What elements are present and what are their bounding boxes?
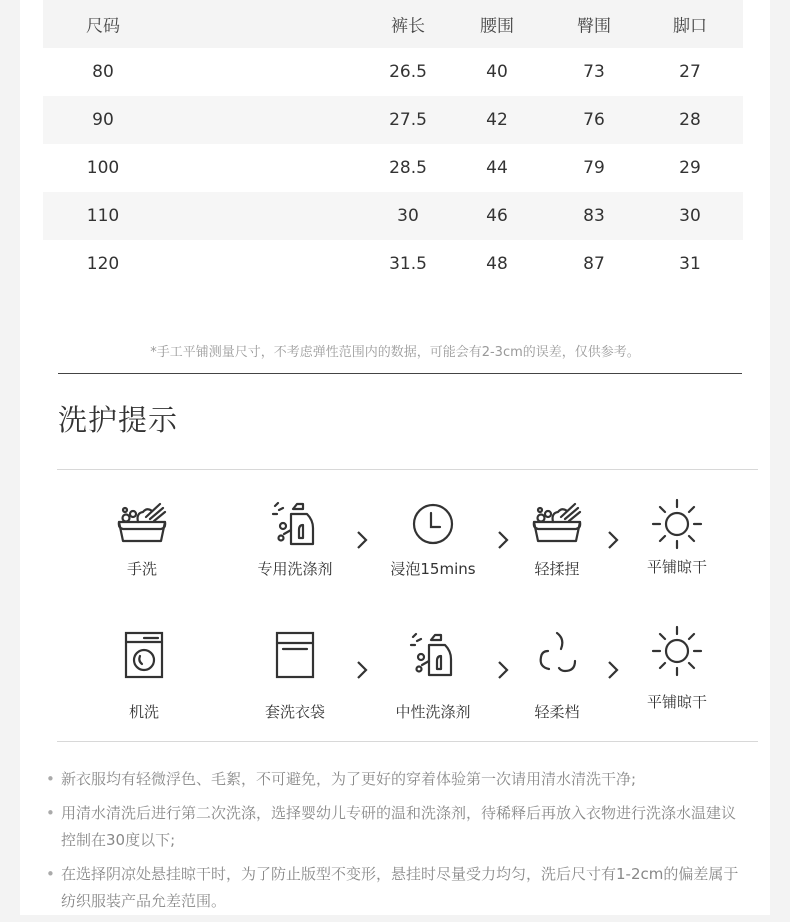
- cell-length: 26.5: [389, 62, 427, 82]
- size-table-header: [43, 0, 743, 48]
- table-row: [43, 240, 743, 288]
- table-row: [43, 48, 743, 96]
- cell-length: 30: [397, 206, 419, 226]
- care-label: 平铺晾干: [646, 558, 707, 576]
- hand-wash-icon: [531, 500, 583, 548]
- care-label: 机洗: [128, 703, 159, 721]
- bullet-icon: •: [46, 770, 55, 788]
- care-label: 套洗衣袋: [264, 703, 325, 721]
- cell-hip: 87: [583, 254, 605, 274]
- detergent-bottle-icon: [407, 631, 459, 679]
- washing-machine-icon: [118, 631, 170, 679]
- tip-text: 新衣服均有轻微浮色、毛絮，不可避免，为了更好的穿着体验第一次请用清水清洗干净;: [61, 770, 637, 788]
- sun-icon: [650, 498, 704, 550]
- bullet-icon: •: [46, 865, 55, 883]
- chevron-right-icon: [355, 659, 369, 681]
- cell-size: 120: [86, 254, 120, 274]
- tip-text: 在选择阴凉处悬挂晾干时，为了防止版型不变形，悬挂时尽量受力均匀，洗后尺寸有1-2cm的偏差属于纺织服装产品允差范围。: [61, 865, 739, 910]
- list-item: [46, 766, 746, 793]
- list-item: [46, 800, 746, 854]
- bullet-icon: •: [46, 804, 55, 822]
- care-label: 轻柔档: [534, 703, 580, 721]
- table-row: [43, 144, 743, 192]
- cell-size: 90: [92, 110, 114, 130]
- measurement-note: *手工平铺测量尺寸，不考虑弹性范围内的数据，可能会有2-3cm的误差，仅供参考。: [150, 345, 640, 360]
- cell-waist: 46: [486, 206, 508, 226]
- table-row: [43, 192, 743, 240]
- care-label: 中性洗涤剂: [395, 703, 471, 721]
- header-size: 尺码: [86, 16, 120, 37]
- care-tips: [46, 766, 746, 922]
- cell-hem: 31: [679, 254, 701, 274]
- cell-length: 31.5: [389, 254, 427, 274]
- gentle-cycle-icon: [531, 631, 583, 679]
- cell-length: 27.5: [389, 110, 427, 130]
- header-hem: 脚口: [673, 16, 707, 37]
- product-detail-page: [20, 0, 770, 915]
- care-label: 平铺晾干: [646, 693, 707, 711]
- care-label: 手洗: [126, 560, 157, 578]
- care-neutral-detergent: [373, 631, 493, 722]
- cell-hip: 73: [583, 62, 605, 82]
- care-machine-wash: [84, 631, 204, 722]
- cell-hip: 76: [583, 110, 605, 130]
- cell-waist: 40: [486, 62, 508, 82]
- cell-length: 28.5: [389, 158, 427, 178]
- care-soak: [373, 500, 493, 579]
- care-flat-dry-2: [617, 625, 737, 712]
- cell-size: 110: [86, 206, 120, 226]
- section-divider: [58, 373, 742, 374]
- table-row: [43, 96, 743, 144]
- cell-waist: 42: [486, 110, 508, 130]
- header-waist: 腰围: [480, 16, 514, 37]
- cell-hem: 28: [679, 110, 701, 130]
- header-length: 裤长: [391, 16, 425, 37]
- care-gentle-knead: [497, 500, 617, 579]
- care-gentle-cycle: [497, 631, 617, 722]
- cell-hem: 27: [679, 62, 701, 82]
- cell-waist: 44: [486, 158, 508, 178]
- cell-waist: 48: [486, 254, 508, 274]
- care-hand-wash: [82, 500, 202, 579]
- cell-hip: 79: [583, 158, 605, 178]
- cell-size: 80: [92, 62, 114, 82]
- header-hip: 臀围: [577, 16, 611, 37]
- care-label: 轻揉捏: [534, 560, 580, 578]
- care-section-title: 洗护提示: [58, 403, 179, 437]
- list-item: [46, 861, 746, 915]
- care-label: 浸泡15mins: [390, 560, 476, 578]
- cell-hip: 83: [583, 206, 605, 226]
- care-special-detergent: [235, 500, 355, 579]
- hand-wash-icon: [116, 500, 168, 548]
- tip-text: 用清水清洗后进行第二次洗涤，选择婴幼儿专研的温和洗涤剂，待稀释后再放入衣物进行洗涤水温建议控制在30度以下;: [61, 804, 737, 849]
- cell-hem: 30: [679, 206, 701, 226]
- sun-icon: [650, 625, 704, 677]
- cell-size: 100: [86, 158, 120, 178]
- care-bottom-divider: [57, 741, 758, 742]
- care-flat-dry: [617, 498, 737, 577]
- detergent-bottle-icon: [269, 500, 321, 548]
- care-label: 专用洗涤剂: [257, 560, 333, 578]
- cell-hem: 29: [679, 158, 701, 178]
- size-table: [43, 0, 743, 288]
- laundry-bag-icon: [269, 631, 321, 679]
- chevron-right-icon: [355, 529, 369, 551]
- clock-icon: [407, 500, 459, 548]
- care-laundry-bag: [235, 631, 355, 722]
- care-top-divider: [57, 469, 758, 470]
